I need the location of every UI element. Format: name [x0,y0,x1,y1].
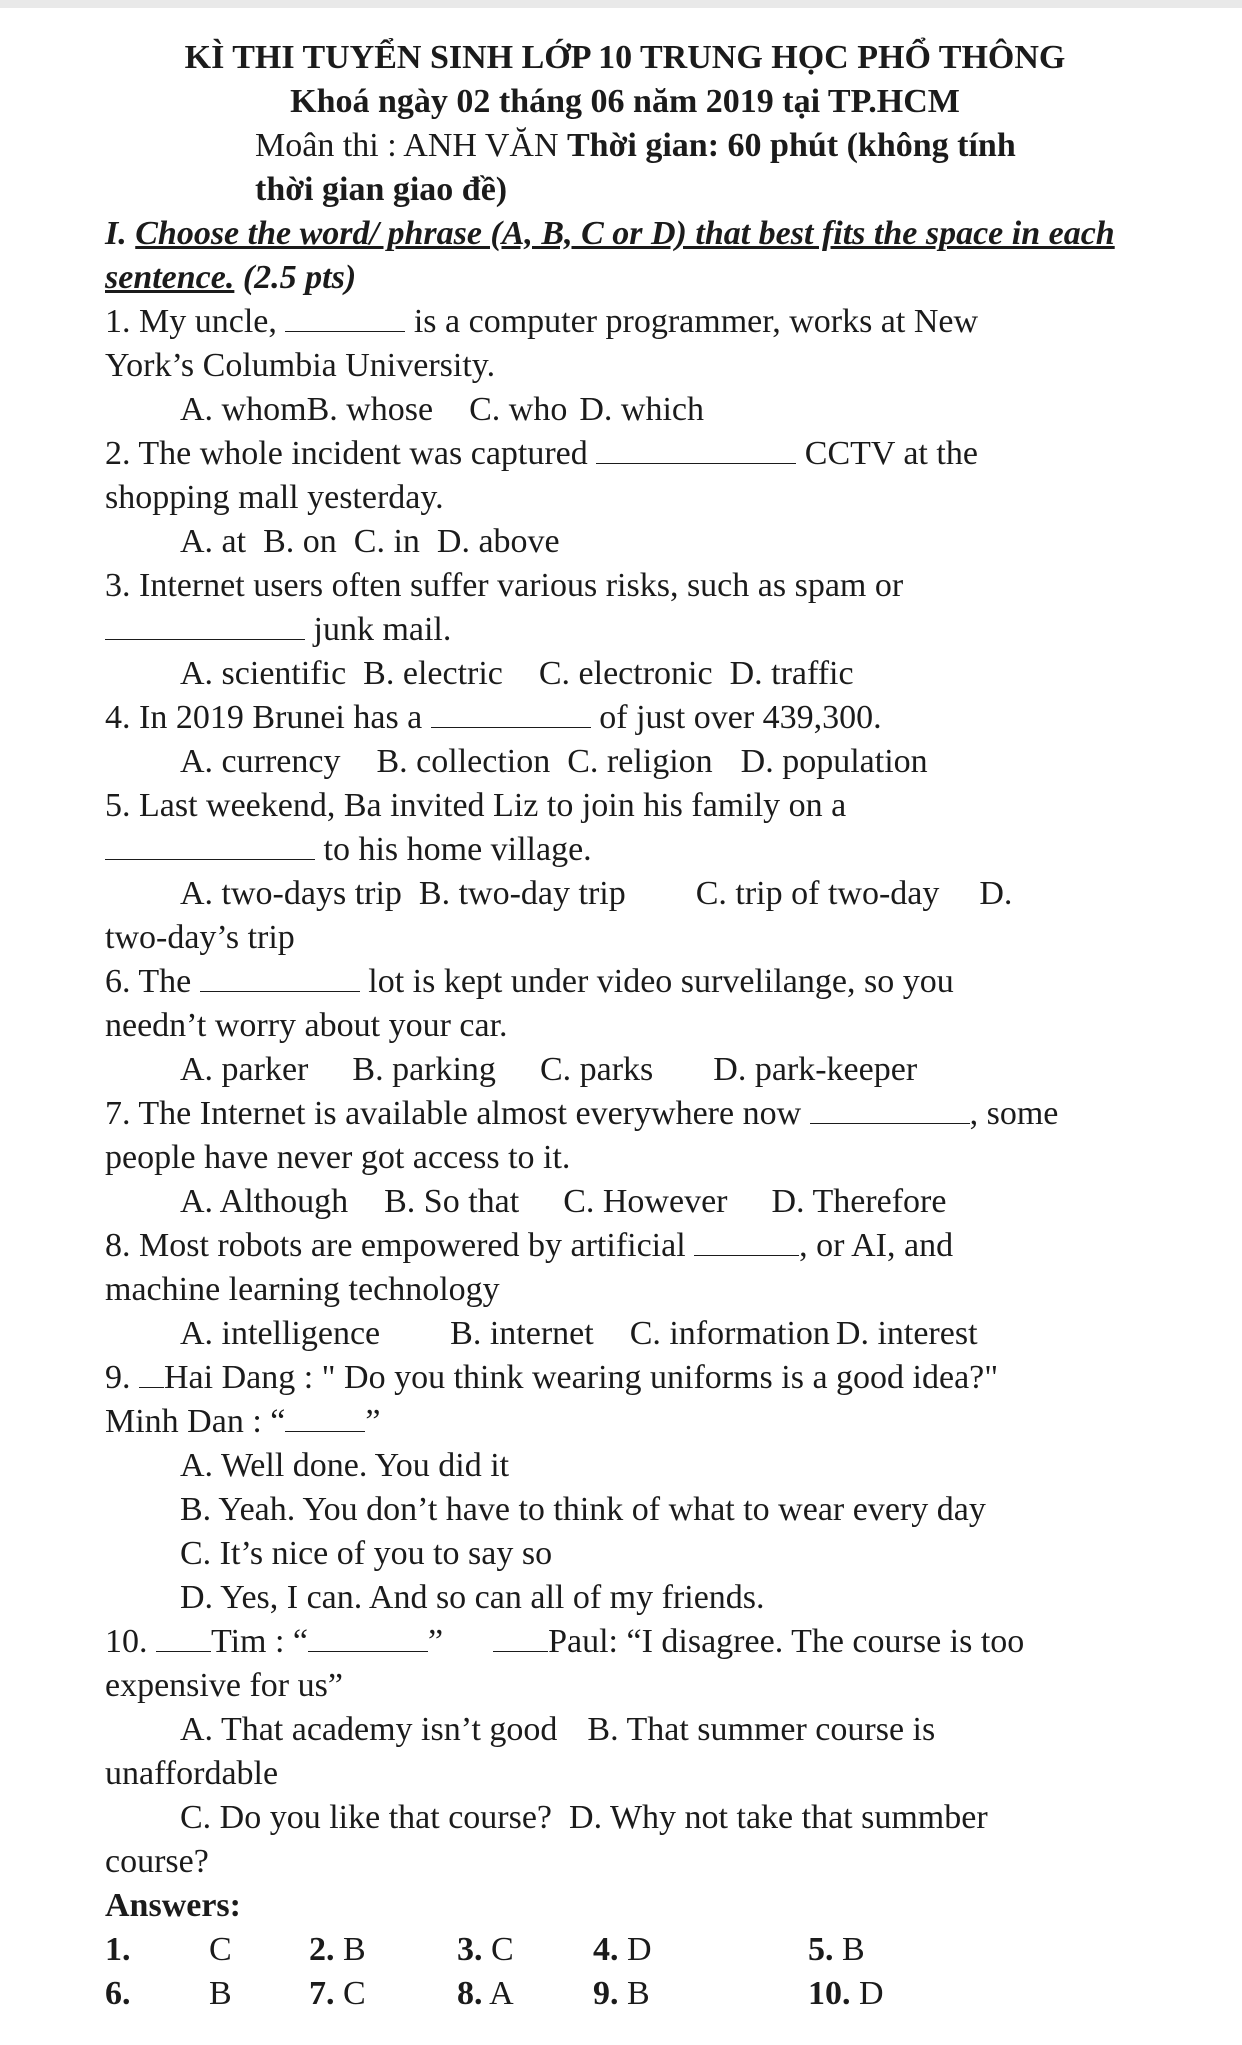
q10-text-d: Paul: “I disagree. The course is too [548,1623,1025,1660]
answer-letter: D [859,1975,884,2012]
answer-number: 7. [309,1975,335,2012]
q8-option-c: C. information [629,1315,830,1352]
q10-text-e: expensive for us” [105,1667,343,1704]
q10-text-b: Tim : “ [211,1623,309,1660]
q9-number: 9. [105,1359,131,1396]
q6-option-c: C. parks [539,1051,654,1088]
q8-option-a: A. intelligence [180,1315,381,1352]
q7-option-d: D. Therefore [771,1183,947,1220]
q10-option-a: A. That academy isn’t good [180,1711,558,1748]
answer-number: 2. [309,1931,335,1968]
answers-table [105,1928,884,2016]
q5-text-a: 5. Last weekend, Ba invited Liz to join his family on a [105,787,847,824]
q2-text-a: 2. The whole incident was captured [105,435,588,472]
q10-option-d: D. Why not take that summber [569,1799,988,1836]
answer-letter: B [842,1931,865,1968]
q2-blank [596,433,796,464]
question-9 [105,1356,1145,1400]
section-points: (2.5 pts) [242,259,357,296]
answers-row [105,1928,884,1972]
q2-option-b: B. on [263,523,337,560]
exam-page [105,36,1145,2016]
q8-blank [694,1225,799,1256]
q8-option-b: B. internet [450,1315,594,1352]
answer-letter: A [489,1975,514,2012]
q3-text-b: junk mail. [313,611,452,648]
q10-text-c: ” [428,1623,444,1660]
q5-text-b: to his home village. [323,831,592,868]
answer-number: 5. [808,1931,834,1968]
q8-text-c: machine learning technology [105,1271,500,1308]
q10-blank-number [156,1621,211,1652]
q3-options [105,652,1145,696]
q4-option-d: D. population [740,743,928,780]
q6-option-a: A. parker [180,1051,309,1088]
q10-options-row2 [105,1796,1145,1840]
q7-text-c: people have never got access to it. [105,1139,571,1176]
q7-text-b: , some [969,1095,1059,1132]
q3-option-b: B. electric [363,655,503,692]
q2-text-c: shopping mall yesterday. [105,479,444,516]
q9-blank [285,1401,365,1432]
exam-time-cont: thời gian giao đề) [255,171,508,208]
question-2 [105,432,1145,476]
answer-number: 3. [457,1931,483,1968]
q1-blank [285,301,405,332]
answer-letter: C [209,1931,232,1968]
q5-blank [105,829,315,860]
q1-text-a: 1. My uncle, [105,303,277,340]
exam-time-cont-line [105,168,1145,212]
q1-option-c: C. who [469,391,568,428]
q6-text-c: needn’t worry about your car. [105,1007,508,1044]
q4-option-b: B. collection [376,743,551,780]
q3-text-a: 3. Internet users often suffer various risks, such as spam or [105,567,904,604]
section-instruction: Choose the word/ phrase (A, B, C or D) that best fits the space in each sentence. [105,215,1115,296]
q3-blank [105,609,305,640]
q6-option-b: B. parking [352,1051,496,1088]
answer-number: 8. [457,1975,483,2012]
q1-option-d: D. which [579,391,705,428]
q3-option-a: A. scientific [180,655,347,692]
answer-letter: C [343,1975,366,2012]
q10-option-b: B. That summer course is [587,1711,936,1748]
q9-text-c: Minh Dan : “ [105,1403,286,1440]
q10-number: 10. [105,1623,148,1660]
q7-blank [810,1093,970,1124]
q3-option-d: D. traffic [729,655,854,692]
question-3-cont [105,608,1145,652]
answer-number: 1. [105,1931,131,1968]
question-5-cont [105,828,1145,872]
answer-letter: B [343,1931,366,1968]
answer-number: 6. [105,1975,131,2012]
q10-options-row1 [105,1708,1145,1752]
answer-number: 10. [808,1975,851,2012]
q9-option-d: D. Yes, I can. And so can all of my friends. [180,1579,765,1616]
answer-letter: B [627,1975,650,2012]
exam-subject: Moân thi : ANH VĂN [255,127,559,164]
q9-text-b: Hai Dang : " Do you think wearing uniforms is a good idea?" [164,1359,999,1396]
q6-blank [200,961,360,992]
q10-option-c: C. Do you like that course? [180,1799,553,1836]
question-6 [105,960,1145,1004]
q5-option-a: A. two-days trip [180,875,402,912]
q7-option-a: A. Although [180,1183,349,1220]
q4-options [105,740,1145,784]
question-7 [105,1092,1145,1136]
q4-text-a: 4. In 2019 Brunei has a [105,699,423,736]
answers-row [105,1972,884,2016]
answer-letter: C [491,1931,514,1968]
answer-letter: B [209,1975,232,2012]
q1-option-a: A. whom [180,391,307,428]
exam-time: Thời gian: 60 phút (không tính [567,127,1016,164]
q7-text-a: 7. The Internet is available almost everywhere now [105,1095,802,1132]
q1-option-b: B. whose [306,391,434,428]
q4-text-b: of just over 439,300. [599,699,882,736]
q9-option-a: A. Well done. You did it [180,1447,510,1484]
q5-option-c: C. trip of two-day [695,875,940,912]
section-heading [105,212,1145,300]
q8-options [105,1312,1145,1356]
q9-option-c: C. It’s nice of you to say so [180,1535,553,1572]
q9-blank-number [139,1357,164,1388]
q5-option-d: D. [979,875,1013,912]
q6-text-a: 6. The [105,963,192,1000]
q7-options [105,1180,1145,1224]
q1-text-b: is a computer programmer, works at New [413,303,979,340]
q6-option-d: D. park-keeper [713,1051,918,1088]
q6-options [105,1048,1145,1092]
q9-option-b: B. Yeah. You don’t have to think of what to wear every day [180,1491,986,1528]
question-1 [105,300,1145,344]
answer-number: 9. [593,1975,619,2012]
question-10 [105,1620,1145,1664]
q1-options [105,388,1145,432]
q10-blank-paul [493,1621,548,1652]
answer-number: 4. [593,1931,619,1968]
answers-title: Answers: [105,1887,241,1924]
question-4 [105,696,1145,740]
exam-date: Khoá ngày 02 tháng 06 năm 2019 tại TP.HCM [290,83,960,120]
question-8 [105,1224,1145,1268]
q8-text-a: 8. Most robots are empowered by artificial [105,1227,686,1264]
question-9-reply [105,1400,1145,1444]
q8-text-b: , or AI, and [799,1227,954,1264]
q10-option-b-cont: unaffordable [105,1755,279,1792]
q6-text-b: lot is kept under video survelilange, so you [368,963,954,1000]
q2-option-c: C. in [353,523,420,560]
q7-option-c: C. However [563,1183,728,1220]
q1-text-c: York’s Columbia University. [105,347,496,384]
q2-text-b: CCTV at the [804,435,978,472]
q5-option-b: B. two-day trip [418,875,626,912]
q10-option-d-cont: course? [105,1843,209,1880]
q8-option-d: D. interest [835,1315,978,1352]
q4-option-c: C. religion [567,743,713,780]
exam-subject-line [105,124,1145,168]
exam-title: KÌ THI TUYỂN SINH LỚP 10 TRUNG HỌC PHỔ THÔNG [184,39,1066,76]
q4-option-a: A. currency [180,743,341,780]
q7-option-b: B. So that [384,1183,520,1220]
answer-letter: D [627,1931,652,1968]
q10-blank [308,1621,428,1652]
q2-option-d: D. above [436,523,560,560]
q4-blank [431,697,591,728]
q9-text-d: ” [365,1403,381,1440]
section-prefix: I. [105,215,127,252]
q3-option-c: C. electronic [538,655,713,692]
top-bar [0,0,1242,8]
q5-options [105,872,1145,916]
q5-option-d-cont: two-day’s trip [105,919,295,956]
q2-options [105,520,1145,564]
q2-option-a: A. at [180,523,247,560]
